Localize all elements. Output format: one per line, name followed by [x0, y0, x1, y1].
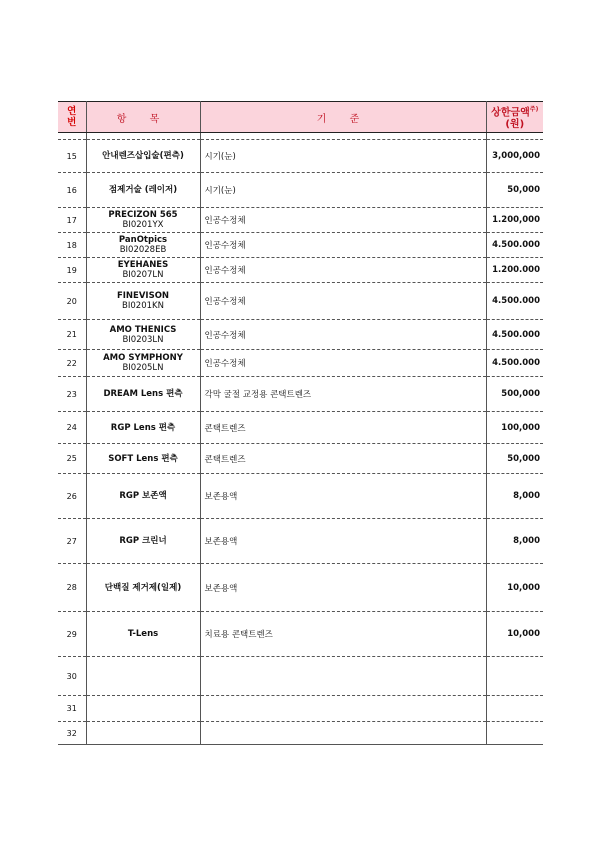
row-criteria: 각막 굴절 교정용 콘택트렌즈 — [200, 377, 486, 412]
row-amount: 1.200,000 — [486, 208, 543, 233]
row-item — [86, 722, 200, 745]
row-item — [86, 696, 200, 722]
table-row — [58, 657, 543, 696]
table-row — [58, 696, 543, 722]
row-criteria: 시기(눈) — [200, 140, 486, 173]
row-amount — [486, 657, 543, 696]
row-amount: 1.200.000 — [486, 258, 543, 283]
row-amount: 50,000 — [486, 444, 543, 474]
row-item — [86, 140, 200, 173]
row-amount: 4.500.000 — [486, 350, 543, 377]
item-code: BI0205LN — [122, 363, 164, 373]
row-item — [86, 612, 200, 657]
item-name: RGP Lens 편측 — [110, 422, 176, 433]
row-amount — [486, 696, 543, 722]
item-name: AMO THENICS — [109, 324, 177, 335]
table-row — [58, 320, 543, 350]
row-item — [86, 412, 200, 444]
item-name: 단백질 제거제(일제) — [104, 582, 182, 593]
row-amount: 8,000 — [486, 474, 543, 519]
table-row — [58, 233, 543, 258]
row-criteria: 인공수정체 — [200, 320, 486, 350]
row-item — [86, 233, 200, 258]
row-amount: 10,000 — [486, 564, 543, 612]
row-item — [86, 208, 200, 233]
table-row — [58, 612, 543, 657]
row-number: 18 — [58, 233, 86, 258]
table-row — [58, 258, 543, 283]
row-item — [86, 657, 200, 696]
table-row — [58, 412, 543, 444]
row-criteria: 시기(눈) — [200, 173, 486, 208]
item-name: SOFT Lens 편측 — [108, 453, 178, 464]
item-name: RGP 보존액 — [119, 491, 167, 501]
row-criteria: 보존용액 — [200, 564, 486, 612]
table-row — [58, 722, 543, 745]
table-row — [58, 350, 543, 377]
header-no-line2: 번 — [67, 117, 77, 128]
table-row — [58, 474, 543, 519]
header-amount-note: 주) — [529, 106, 539, 114]
table-row — [58, 208, 543, 233]
item-name: 안내렌즈삽입술(편측) — [102, 151, 184, 161]
row-item — [86, 519, 200, 564]
item-name: 점제거술 (레이저) — [108, 185, 178, 195]
table-row — [58, 377, 543, 412]
row-number: 16 — [58, 173, 86, 208]
item-code: BI0203LN — [122, 334, 164, 345]
item-name: AMO SYMPHONY — [103, 353, 183, 363]
row-item — [86, 377, 200, 412]
row-item — [86, 444, 200, 474]
header-criteria: 기 준 — [200, 102, 486, 133]
row-number: 29 — [58, 612, 86, 657]
row-number: 21 — [58, 320, 86, 350]
row-criteria — [200, 722, 486, 745]
row-number: 31 — [58, 696, 86, 722]
row-criteria — [200, 657, 486, 696]
table-row — [58, 140, 543, 173]
row-item — [86, 320, 200, 350]
item-name: EYEHANES — [117, 260, 169, 270]
fee-table — [58, 101, 543, 745]
row-number: 17 — [58, 208, 86, 233]
row-number: 22 — [58, 350, 86, 377]
row-number: 20 — [58, 283, 86, 320]
row-amount: 10,000 — [486, 612, 543, 657]
table-header-row — [58, 102, 543, 133]
item-name: RGP 크린너 — [119, 536, 167, 546]
row-criteria: 인공수정체 — [200, 258, 486, 283]
row-number: 27 — [58, 519, 86, 564]
row-item — [86, 173, 200, 208]
row-number: 30 — [58, 657, 86, 696]
row-amount: 8,000 — [486, 519, 543, 564]
item-name: PRECIZON 565 — [108, 210, 178, 220]
header-item: 항 목 — [86, 102, 200, 133]
row-criteria: 인공수정체 — [200, 208, 486, 233]
row-amount: 3,000,000 — [486, 140, 543, 173]
row-item — [86, 564, 200, 612]
row-criteria: 보존용액 — [200, 519, 486, 564]
spacer-row — [58, 133, 543, 140]
row-amount: 100,000 — [486, 412, 543, 444]
row-amount: 4.500.000 — [486, 283, 543, 320]
item-name: DREAM Lens 편측 — [103, 389, 183, 399]
row-number: 19 — [58, 258, 86, 283]
row-criteria: 치료용 콘택트렌즈 — [200, 612, 486, 657]
row-amount: 4.500.000 — [486, 233, 543, 258]
row-amount: 50,000 — [486, 173, 543, 208]
row-criteria: 콘택트렌즈 — [200, 412, 486, 444]
row-item — [86, 350, 200, 377]
row-number: 24 — [58, 412, 86, 444]
row-number: 15 — [58, 140, 86, 173]
row-number: 25 — [58, 444, 86, 474]
item-name: PanOtpics — [118, 235, 168, 245]
row-item — [86, 283, 200, 320]
item-code: BI0201KN — [122, 301, 164, 311]
row-amount: 500,000 — [486, 377, 543, 412]
item-name: FINEVISON — [116, 291, 170, 301]
row-criteria: 콘택트렌즈 — [200, 444, 486, 474]
row-amount — [486, 722, 543, 745]
table-row — [58, 173, 543, 208]
row-item — [86, 258, 200, 283]
header-no — [58, 102, 86, 133]
row-number: 23 — [58, 377, 86, 412]
row-amount: 4.500.000 — [486, 320, 543, 350]
row-criteria — [200, 696, 486, 722]
item-code: BI0201YX — [122, 220, 164, 230]
row-number: 26 — [58, 474, 86, 519]
row-number: 28 — [58, 564, 86, 612]
header-amount — [486, 102, 543, 133]
row-number: 32 — [58, 722, 86, 745]
row-criteria: 인공수정체 — [200, 233, 486, 258]
item-name: T-Lens — [127, 629, 159, 639]
table-row — [58, 564, 543, 612]
header-no-line1: 연 — [67, 106, 77, 117]
table-row — [58, 444, 543, 474]
item-code: BI02028EB — [119, 245, 167, 255]
header-amount-unit: (원) — [505, 118, 525, 130]
row-criteria: 보존용액 — [200, 474, 486, 519]
table-row — [58, 519, 543, 564]
header-amount-label: 상한금액 — [491, 107, 530, 119]
row-criteria: 인공수정체 — [200, 283, 486, 320]
row-item — [86, 474, 200, 519]
table-row — [58, 283, 543, 320]
row-criteria: 인공수정체 — [200, 350, 486, 377]
item-code: BI0207LN — [122, 270, 164, 280]
